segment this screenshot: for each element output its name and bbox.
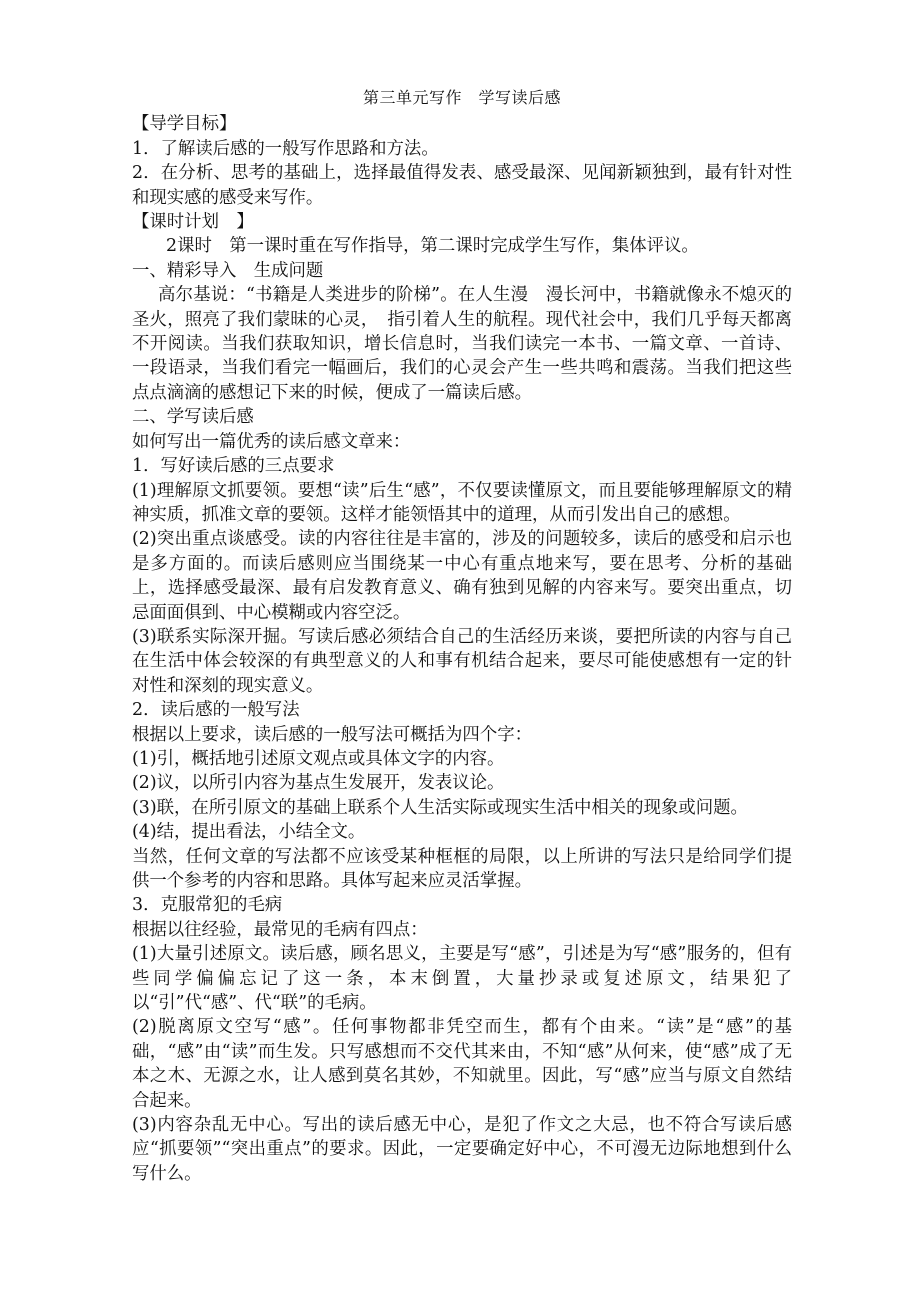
how-to-text: 如何写出一篇优秀的读后感文章来： xyxy=(132,431,411,452)
method-3: (3)联，在所引原文的基础上联系个人生活实际或现实生活中相关的现象或问题。 xyxy=(132,797,748,818)
goal-item-1: 1．了解读后感的一般写作思路和方法。 xyxy=(132,138,439,159)
plan-text: 2课时 第一课时重在写作指导，第二课时完成学生写作，集体评议。 xyxy=(166,236,699,257)
goal-item-2: 2．在分析、思考的基础上，选择最值得发表、感受最深、见闻新颖独到，最有针对性和现实感的感受来写作。 xyxy=(132,163,792,208)
document-title: 第三单元写作 学写读后感 xyxy=(362,88,561,107)
method-note: 当然，任何文章的写法都不应该受某种框框的局限，以上所讲的写法只是给同学们提供一个参考的内容和思路。具体写起来应灵活掌握。 xyxy=(132,846,792,891)
error-2: (2)脱离原文空写“感”。任何事物都非凭空而生，都有个由来。“读”是“感”的基础，“感”由“读”而生发。只写感想而不交代其来由，不知“感”从何来，使“感”成了无本之木、无源之水，让人感到莫名其妙，不知就里。因此，写“感”应当与原文自然结合起来。 xyxy=(132,1017,792,1111)
requirement-3: (3)联系实际深开掘。写读后感必须结合自己的生活经历来谈，要把所读的内容与自己在生活中体会较深的有典型意义的人和事有机结合起来，要尽可能使感想有一定的针对性和深刻的现实意义。 xyxy=(132,626,792,696)
heading-plan: 【课时计划 】 xyxy=(132,212,254,233)
error-3: (3)内容杂乱无中心。写出的读后感无中心，是犯了作文之大忌，也不符合写读后感应“抓要领”“突出重点”的要求。因此，一定要确定好中心，不可漫无边际地想到什么写什么。 xyxy=(132,1115,792,1184)
error-1: (1)大量引述原文。读后感，顾名思义，主要是写“感”，引述是为写“感”服务的，但有些同学偏偏忘记了这一条，本末倒置，大量抄录或复述原文，结果犯了以“引”代“感”、代“联”的毛病。 xyxy=(132,944,792,1014)
subheading-errors: 3．克服常犯的毛病 xyxy=(132,895,283,916)
method-1: (1)引，概括地引述原文观点或具体文字的内容。 xyxy=(132,748,505,769)
subheading-method: 2．读后感的一般写法 xyxy=(132,700,300,721)
requirement-2: (2)突出重点谈感受。读的内容往往是丰富的，涉及的问题较多，读后的感受和启示也是多方面的。而读后感则应当围绕某一中心有重点地来写，要在思考、分析的基础上，选择感受最深、最有启发教育意义、确有独到见解的内容来写。要突出重点，切忌面面俱到、中心模糊或内容空泛。 xyxy=(132,529,792,623)
section-2-heading: 二、学写读后感 xyxy=(132,407,254,428)
heading-goals: 【导学目标】 xyxy=(132,114,237,135)
subheading-requirements: 1．写好读后感的三点要求 xyxy=(132,456,335,477)
intro-paragraph: 高尔基说：“书籍是人类进步的阶梯”。在人生漫 漫长河中，书籍就像永不熄灭的圣火，照亮了我们蒙昧的心灵， 指引着人生的航程。现代社会中，我们几乎每天都离不开阅读。当我们获取知识，增长信息时，当我们读完一本书、一篇文章、一首诗、一段语录，当我们看完一幅画后，我们的心灵会产生一些共鸣和震荡。当我们把这些点点滴滴的感想记下来的时候，便成了一篇读后感。 xyxy=(132,285,792,403)
errors-intro: 根据以往经验，最常见的毛病有四点： xyxy=(132,919,428,940)
method-2: (2)议，以所引内容为基点生发展开，发表议论。 xyxy=(132,773,505,794)
requirement-1: (1)理解原文抓要领。要想“读”后生“感”，不仅要读懂原文，而且要能够理解原文的精神实质，抓准文章的要领。这样才能领悟其中的道理，从而引发出自己的感想。 xyxy=(132,480,792,525)
method-intro: 根据以上要求，读后感的一般写法可概括为四个字： xyxy=(132,724,532,745)
section-1-heading: 一、精彩导入 生成问题 xyxy=(132,260,324,281)
method-4: (4)结，提出看法，小结全文。 xyxy=(132,822,366,843)
